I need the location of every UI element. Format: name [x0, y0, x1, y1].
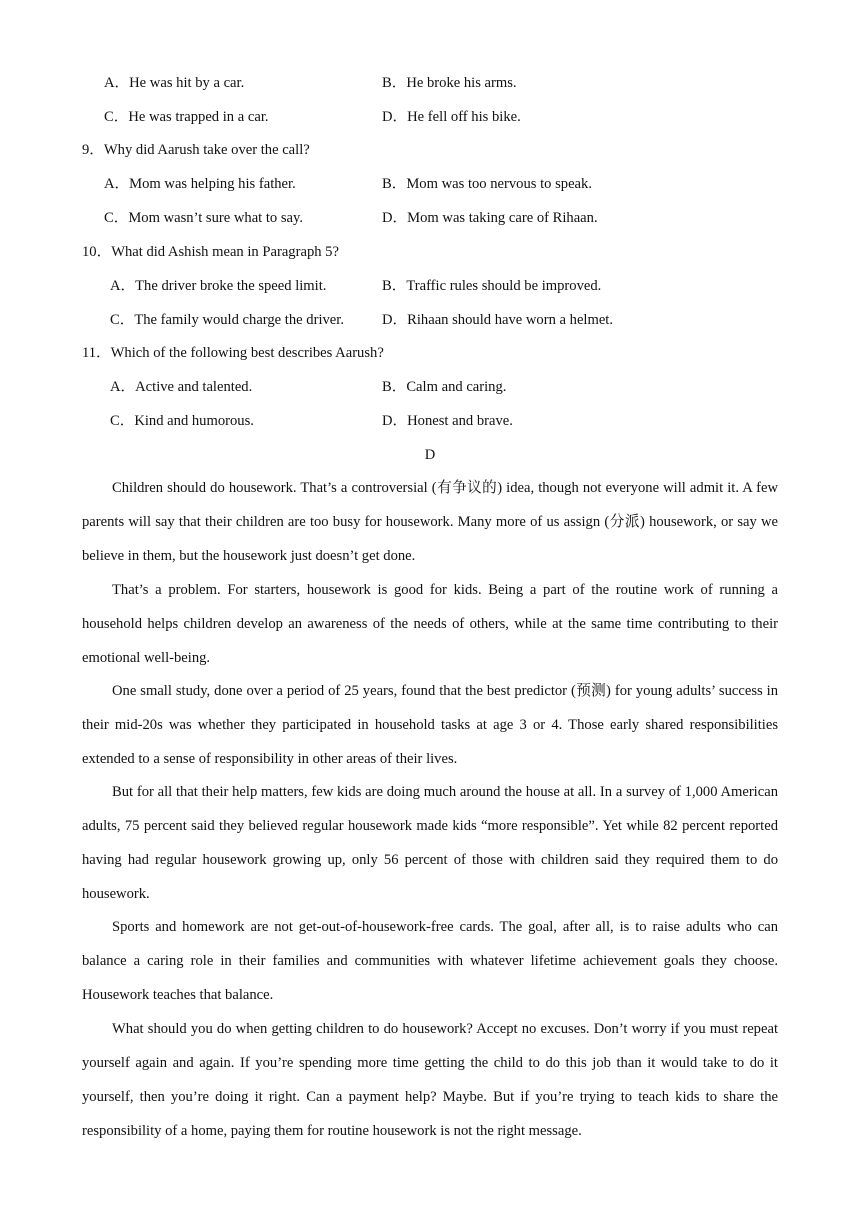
q11-option-d: D．Honest and brave. — [382, 413, 513, 429]
q9-option-a: A．Mom was helping his father. — [104, 176, 296, 192]
q10-stem: 10．What did Ashish mean in Paragraph 5? — [82, 244, 339, 260]
passage-paragraph-3: One small study, done over a period of 25 years, found that the best predictor (预测) for young adults’ success in their mid-20s was whether they participated in household tasks at age 3 or 4. Those early shared responsibilities extended to a sense of responsibility in other areas of their lives. — [82, 683, 778, 767]
q8-option-b: B．He broke his arms. — [382, 75, 517, 91]
passage-paragraph-4: But for all that their help matters, few kids are doing much around the house at all. In a survey of 1,000 American adults, 75 percent said they believed regular housework made kids “more responsible”. Yet while 82 percent reported having had regular housework growing up, only 56 percent of those with children said they required them to do housework. — [82, 784, 778, 902]
passage-paragraph-6: What should you do when getting children to do housework? Accept no excuses. Don’t worry if you must repeat yourself again and again. If you’re spending more time getting the child to do this job than it would take to do it yourself, then you’re doing it right. Can a payment help? Maybe. But if you’re trying to teach kids to share the responsibility of a home, paying them for routine housework is not the right message. — [82, 1021, 778, 1139]
q11-stem: 11．Which of the following best describes Aarush? — [82, 345, 384, 361]
q11-option-c: C．Kind and humorous. — [110, 413, 254, 429]
q9-option-c: C．Mom wasn’t sure what to say. — [104, 210, 304, 226]
passage-paragraph-5: Sports and homework are not get-out-of-housework-free cards. The goal, after all, is to raise adults who can balance a caring role in their families and communities with whatever lifetime achievement goals they choose. Housework teaches that balance. — [82, 919, 778, 1003]
q8-option-c: C．He was trapped in a car. — [104, 109, 269, 125]
q11-option-a: A．Active and talented. — [110, 379, 253, 395]
passage-paragraph-2: That’s a problem. For starters, housework is good for kids. Being a part of the routine work of running a household helps children develop an awareness of the needs of others, while at the same time contributing to their emotional well-being. — [82, 582, 778, 666]
q10-option-b: B．Traffic rules should be improved. — [382, 278, 602, 294]
q8-option-a: A．He was hit by a car. — [104, 75, 245, 91]
q11-option-b: B．Calm and caring. — [382, 379, 507, 395]
q9-option-d: D．Mom was taking care of Rihaan. — [382, 210, 598, 226]
q10-option-a: A．The driver broke the speed limit. — [110, 278, 327, 294]
q10-option-d: D．Rihaan should have worn a helmet. — [382, 312, 614, 328]
q9-option-b: B．Mom was too nervous to speak. — [382, 176, 592, 192]
q10-option-c: C．The family would charge the driver. — [110, 312, 344, 328]
section-title: D — [424, 447, 436, 463]
q9-stem: 9．Why did Aarush take over the call? — [82, 142, 310, 158]
passage-paragraph-1: Children should do housework. That’s a controversial (有争议的) idea, though not everyone will admit it. A few parents will say that their children are too busy for housework. Many more of us assign (分派) housework, or say we believe in them, but the housework just doesn’t get done. — [82, 480, 778, 564]
q8-option-d: D．He fell off his bike. — [382, 109, 521, 125]
